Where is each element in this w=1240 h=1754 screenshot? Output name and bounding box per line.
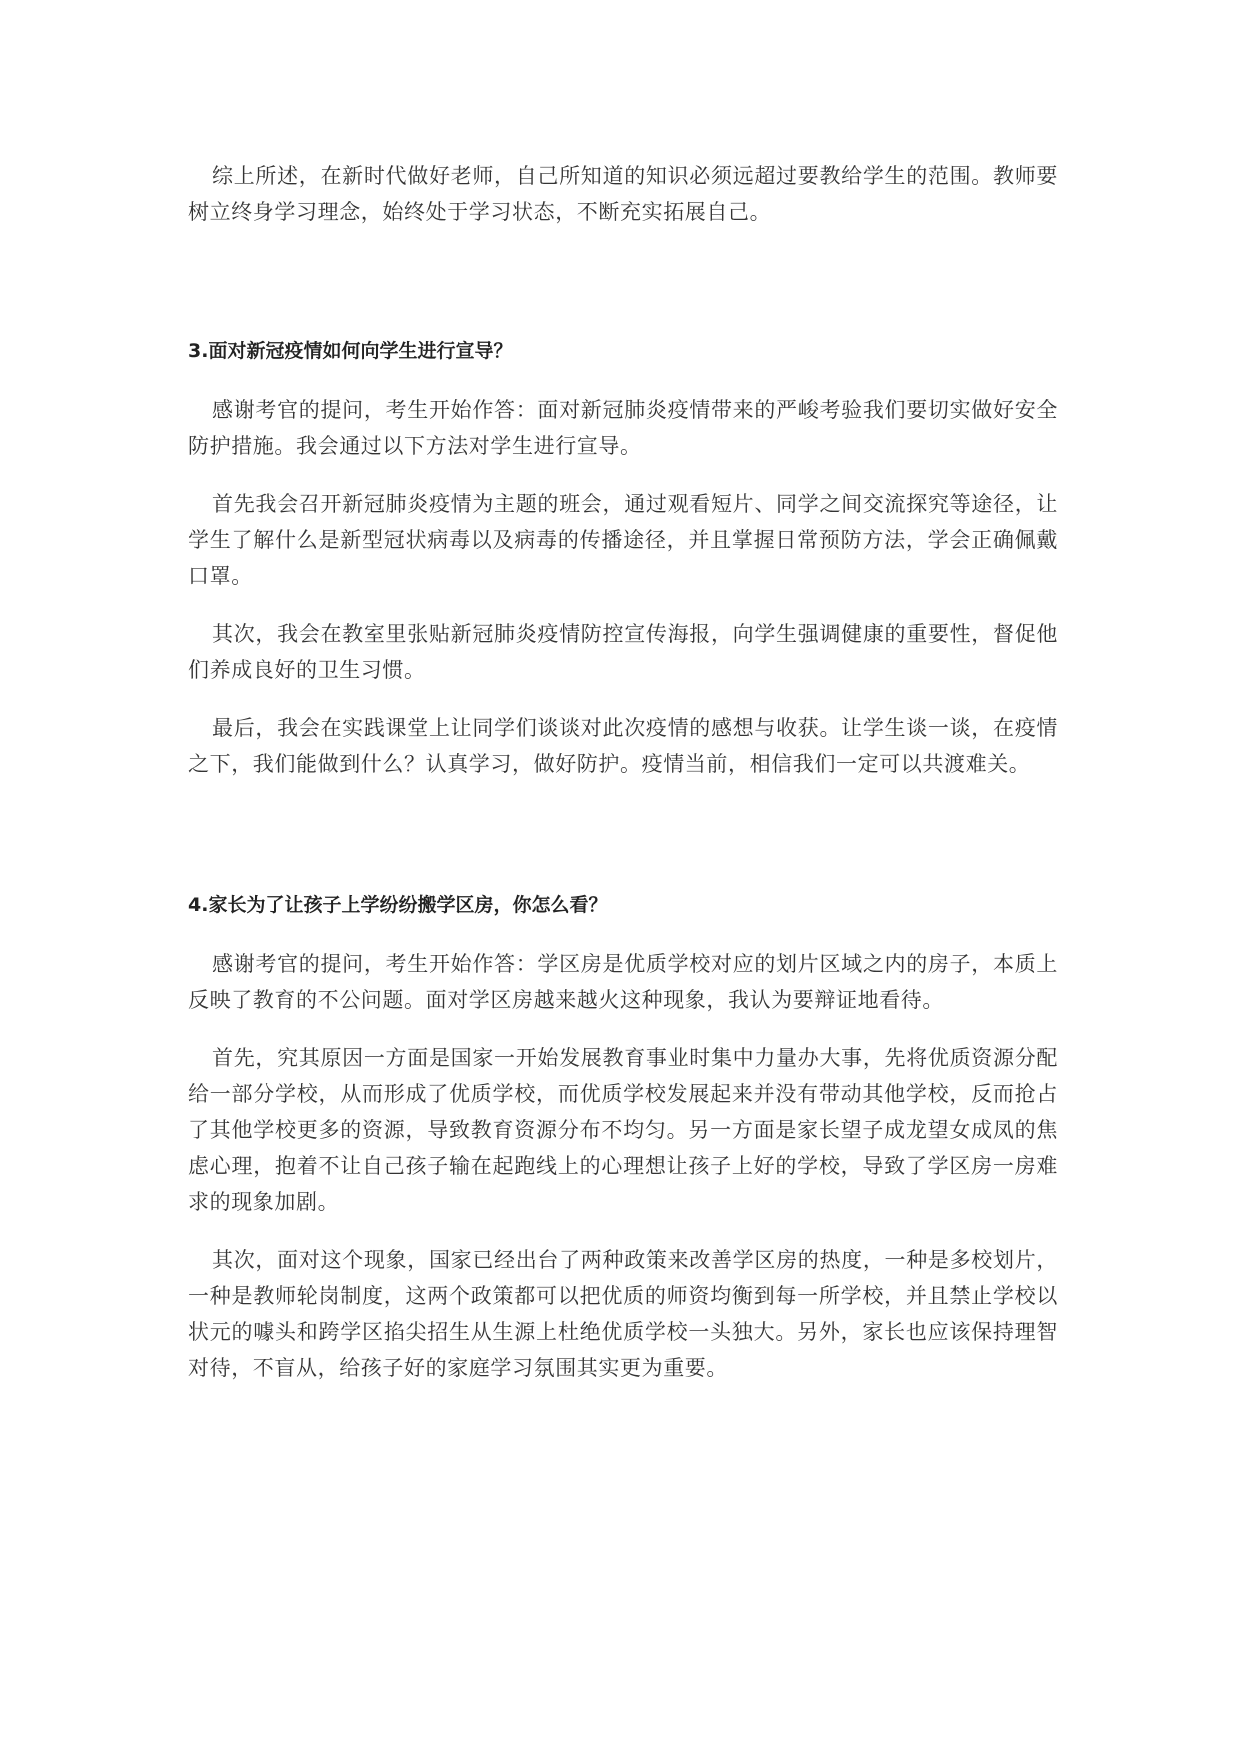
- paragraph: 感谢考官的提问，考生开始作答：学区房是优质学校对应的划片区域之内的房子，本质上反映了教育的不公问题。面对学区房越来越火这种现象，我认为要辩证地看待。: [188, 952, 1058, 1012]
- paragraph: 最后，我会在实践课堂上让同学们谈谈对此次疫情的感想与收获。让学生谈一谈，在疫情之下，我们能做到什么？认真学习，做好防护。疫情当前，相信我们一定可以共渡难关。: [188, 716, 1058, 776]
- section-heading-3: 3.面对新冠疫情如何向学生进行宣导？: [188, 340, 513, 362]
- section-spacer: [188, 804, 1058, 890]
- paragraph: 首先我会召开新冠肺炎疫情为主题的班会，通过观看短片、同学之间交流探究等途径，让学生了解什么是新型冠状病毒以及病毒的传播途径，并且掌握日常预防方法，学会正确佩戴口罩。: [188, 492, 1058, 588]
- paragraph: 首先，究其原因一方面是国家一开始发展教育事业时集中力量办大事，先将优质资源分配给一部分学校，从而形成了优质学校，而优质学校发展起来并没有带动其他学校，反而抢占了其他学校更多的资源，导致教育资源分布不均匀。另一方面是家长望子成龙望女成凤的焦虑心理，抱着不让自己孩子输在起跑线上的心理想让孩子上好的学校，导致了学区房一房难求的现象加剧。: [188, 1046, 1058, 1214]
- section-spacer: [188, 252, 1058, 336]
- section-heading-4: 4.家长为了让孩子上学纷纷搬学区房，你怎么看？: [188, 894, 608, 916]
- paragraph: 其次，面对这个现象，国家已经出台了两种政策来改善学区房的热度，一种是多校划片，一种是教师轮岗制度，这两个政策都可以把优质的师资均衡到每一所学校，并且禁止学校以状元的噱头和跨学区掐尖招生从生源上杜绝优质学校一头独大。另外，家长也应该保持理智对待，不盲从，给孩子好的家庭学习氛围其实更为重要。: [188, 1248, 1058, 1380]
- paragraph: 其次，我会在教室里张贴新冠肺炎疫情防控宣传海报，向学生强调健康的重要性，督促他们养成良好的卫生习惯。: [188, 622, 1058, 682]
- paragraph: 感谢考官的提问，考生开始作答：面对新冠肺炎疫情带来的严峻考验我们要切实做好安全防护措施。我会通过以下方法对学生进行宣导。: [188, 398, 1058, 458]
- document-body: [188, 158, 1058, 1408]
- paragraph: 综上所述，在新时代做好老师，自己所知道的知识必须远超过要教给学生的范围。教师要树立终身学习理念，始终处于学习状态，不断充实拓展自己。: [188, 164, 1058, 224]
